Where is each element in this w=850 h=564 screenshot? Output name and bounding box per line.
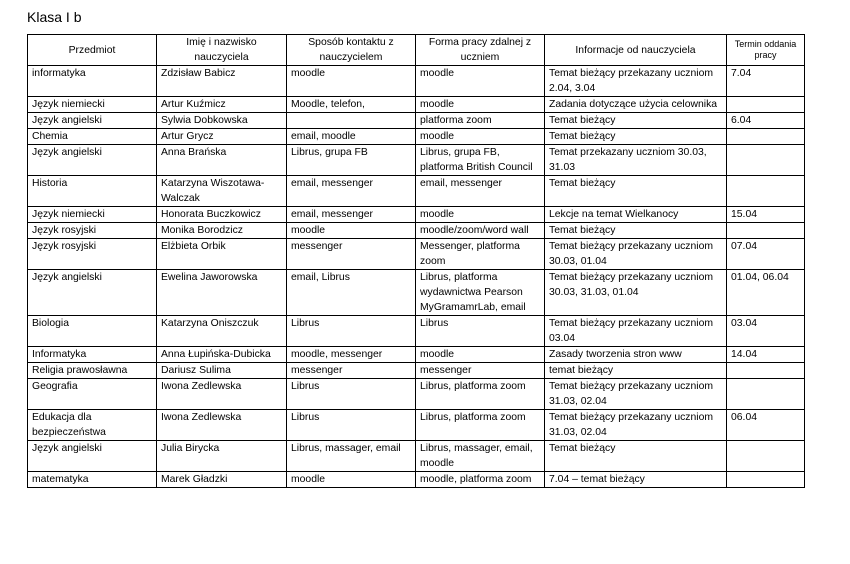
cell-deadline: 01.04, 06.04 [727, 270, 805, 316]
cell-info: temat bieżący [545, 363, 727, 379]
table-row [28, 66, 805, 97]
cell-work-form: moodle [416, 129, 545, 145]
cell-deadline [727, 176, 805, 207]
table-row [28, 176, 805, 207]
table-row [28, 410, 805, 441]
cell-contact: email, moodle [287, 129, 416, 145]
cell-info: Temat bieżący przekazany uczniom 2.04, 3.04 [545, 66, 727, 97]
cell-contact [287, 113, 416, 129]
cell-teacher: Katarzyna Wiszotawa-Walczak [157, 176, 287, 207]
cell-subject: Informatyka [28, 347, 157, 363]
cell-contact: moodle, messenger [287, 347, 416, 363]
cell-subject: Edukacja dla bezpieczeństwa [28, 410, 157, 441]
cell-deadline [727, 129, 805, 145]
cell-info: Temat bieżący przekazany uczniom 31.03, 02.04 [545, 410, 727, 441]
cell-subject: Religia prawosławna [28, 363, 157, 379]
cell-contact: messenger [287, 239, 416, 270]
cell-deadline: 7.04 [727, 66, 805, 97]
table-row [28, 441, 805, 472]
table-row [28, 129, 805, 145]
cell-subject: Język angielski [28, 113, 157, 129]
cell-deadline: 07.04 [727, 239, 805, 270]
cell-info: Temat bieżący przekazany uczniom 30.03, 31.03, 01.04 [545, 270, 727, 316]
cell-deadline: 15.04 [727, 207, 805, 223]
table-body [28, 66, 805, 488]
cell-contact: Moodle, telefon, [287, 97, 416, 113]
cell-work-form: Librus, platforma wydawnictwa Pearson MyGramamrLab, email [416, 270, 545, 316]
cell-subject: Język niemiecki [28, 207, 157, 223]
cell-work-form: moodle/zoom/word wall [416, 223, 545, 239]
table-row [28, 347, 805, 363]
cell-deadline [727, 223, 805, 239]
cell-info: Temat bieżący [545, 129, 727, 145]
cell-teacher: Marek Gładzki [157, 472, 287, 488]
cell-info: Temat bieżący [545, 176, 727, 207]
cell-deadline: 6.04 [727, 113, 805, 129]
cell-work-form: Librus, platforma zoom [416, 410, 545, 441]
cell-work-form: moodle [416, 97, 545, 113]
cell-work-form: Librus, massager, email, moodle [416, 441, 545, 472]
cell-subject: Historia [28, 176, 157, 207]
cell-work-form: moodle [416, 347, 545, 363]
header-info: Informacje od nauczyciela [545, 35, 727, 66]
cell-teacher: Zdzisław Babicz [157, 66, 287, 97]
cell-subject: Chemia [28, 129, 157, 145]
cell-teacher: Artur Grycz [157, 129, 287, 145]
cell-teacher: Elżbieta Orbik [157, 239, 287, 270]
cell-subject: Geografia [28, 379, 157, 410]
cell-info: Zasady tworzenia stron www [545, 347, 727, 363]
cell-subject: Język angielski [28, 270, 157, 316]
cell-work-form: moodle [416, 66, 545, 97]
cell-teacher: Katarzyna Oniszczuk [157, 316, 287, 347]
cell-contact: Librus [287, 410, 416, 441]
table-row [28, 316, 805, 347]
cell-subject: informatyka [28, 66, 157, 97]
cell-deadline [727, 97, 805, 113]
cell-teacher: Dariusz Sulima [157, 363, 287, 379]
cell-contact: email, messenger [287, 207, 416, 223]
cell-subject: Język angielski [28, 145, 157, 176]
cell-teacher: Honorata Buczkowicz [157, 207, 287, 223]
table-row [28, 145, 805, 176]
table-row [28, 113, 805, 129]
table-row [28, 270, 805, 316]
cell-contact: email, messenger [287, 176, 416, 207]
cell-contact: moodle [287, 66, 416, 97]
header-work-form: Forma pracy zdalnej z uczniem [416, 35, 545, 66]
document-title: Klasa I b [27, 9, 82, 25]
cell-work-form: Librus [416, 316, 545, 347]
header-deadline: Termin oddania pracy [727, 35, 805, 66]
table-row [28, 97, 805, 113]
cell-teacher: Anna Łupińska-Dubicka [157, 347, 287, 363]
cell-deadline [727, 145, 805, 176]
cell-subject: Język niemiecki [28, 97, 157, 113]
cell-info: 7.04 – temat bieżący [545, 472, 727, 488]
cell-subject: Język angielski [28, 441, 157, 472]
cell-work-form: Librus, platforma zoom [416, 379, 545, 410]
cell-teacher: Julia Birycka [157, 441, 287, 472]
schedule-table [27, 34, 805, 488]
cell-info: Temat przekazany uczniom 30.03, 31.03 [545, 145, 727, 176]
cell-subject: Biologia [28, 316, 157, 347]
cell-work-form: Messenger, platforma zoom [416, 239, 545, 270]
cell-contact: Librus [287, 379, 416, 410]
cell-teacher: Monika Borodzicz [157, 223, 287, 239]
cell-work-form: messenger [416, 363, 545, 379]
cell-contact: email, Librus [287, 270, 416, 316]
header-contact: Sposób kontaktu z nauczycielem [287, 35, 416, 66]
cell-info: Temat bieżący przekazany uczniom 30.03, 01.04 [545, 239, 727, 270]
cell-work-form: email, messenger [416, 176, 545, 207]
cell-subject: Język rosyjski [28, 223, 157, 239]
cell-work-form: moodle, platforma zoom [416, 472, 545, 488]
cell-contact: messenger [287, 363, 416, 379]
cell-teacher: Iwona Zedlewska [157, 379, 287, 410]
cell-info: Temat bieżący przekazany uczniom 03.04 [545, 316, 727, 347]
cell-info: Temat bieżący przekazany uczniom 31.03, 02.04 [545, 379, 727, 410]
cell-teacher: Anna Brańska [157, 145, 287, 176]
table-row [28, 379, 805, 410]
cell-contact: moodle [287, 472, 416, 488]
cell-contact: moodle [287, 223, 416, 239]
cell-contact: Librus, grupa FB [287, 145, 416, 176]
cell-contact: Librus, massager, email [287, 441, 416, 472]
header-teacher: Imię i nazwisko nauczyciela [157, 35, 287, 66]
table-row [28, 207, 805, 223]
table-row [28, 472, 805, 488]
cell-info: Temat bieżący [545, 223, 727, 239]
table-row [28, 223, 805, 239]
cell-teacher: Artur Kuźmicz [157, 97, 287, 113]
cell-work-form: platforma zoom [416, 113, 545, 129]
cell-info: Lekcje na temat Wielkanocy [545, 207, 727, 223]
cell-teacher: Ewelina Jaworowska [157, 270, 287, 316]
cell-deadline [727, 472, 805, 488]
cell-deadline: 06.04 [727, 410, 805, 441]
cell-teacher: Iwona Zedlewska [157, 410, 287, 441]
header-row [28, 35, 805, 66]
cell-deadline: 03.04 [727, 316, 805, 347]
cell-work-form: moodle [416, 207, 545, 223]
cell-deadline: 14.04 [727, 347, 805, 363]
cell-deadline [727, 441, 805, 472]
cell-deadline [727, 363, 805, 379]
cell-subject: Język rosyjski [28, 239, 157, 270]
cell-deadline [727, 379, 805, 410]
cell-teacher: Sylwia Dobkowska [157, 113, 287, 129]
header-subject: Przedmiot [28, 35, 157, 66]
cell-info: Temat bieżący [545, 441, 727, 472]
table-row [28, 239, 805, 270]
cell-contact: Librus [287, 316, 416, 347]
cell-info: Temat bieżący [545, 113, 727, 129]
table-row [28, 363, 805, 379]
cell-work-form: Librus, grupa FB, platforma British Council [416, 145, 545, 176]
cell-subject: matematyka [28, 472, 157, 488]
cell-info: Zadania dotyczące użycia celownika [545, 97, 727, 113]
